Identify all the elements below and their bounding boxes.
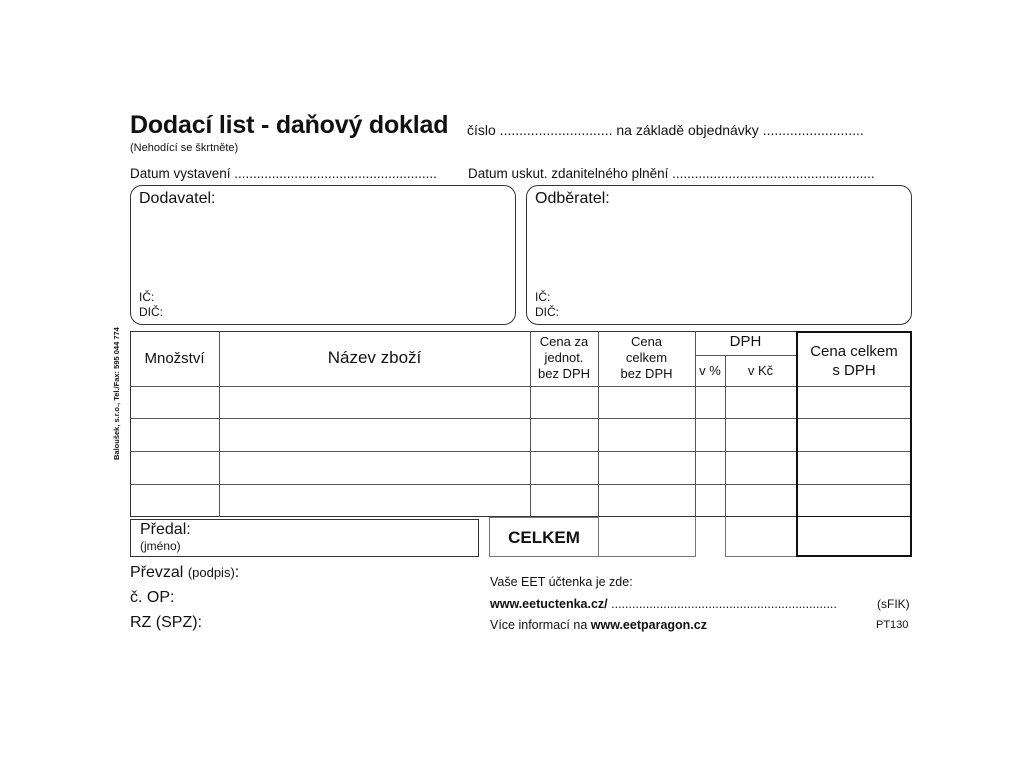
customer-box bbox=[526, 185, 912, 325]
table-col-line bbox=[695, 331, 696, 517]
plate-field: RZ (SPZ): bbox=[130, 614, 202, 631]
printer-imprint: Baloušek, s.r.o., Tel./Fax: 595 044 774 bbox=[112, 327, 121, 460]
table-row-line bbox=[130, 451, 912, 452]
document-title: Dodací list - daňový doklad bbox=[130, 111, 449, 139]
supplier-label: Dodavatel: bbox=[139, 190, 216, 207]
total-price-header: Cena celkem bez DPH bbox=[620, 334, 673, 381]
table-bottom-line bbox=[725, 556, 796, 557]
form-code: PT130 bbox=[876, 619, 909, 631]
table-col-line bbox=[725, 517, 726, 557]
table-bottom-line bbox=[598, 556, 695, 557]
customer-label: Odběratel: bbox=[535, 190, 610, 207]
eet-link-line bbox=[490, 597, 837, 611]
eet-intro: Vaše EET účtenka je zde: bbox=[490, 575, 633, 589]
table-col-line bbox=[725, 355, 726, 517]
received-field: Převzal (podpis): bbox=[130, 564, 240, 581]
handed-over-box bbox=[130, 519, 479, 557]
table-header-divider bbox=[130, 386, 912, 387]
total-label-cell: CELKEM bbox=[489, 517, 599, 557]
table-row-line bbox=[130, 484, 912, 485]
table-col-line bbox=[695, 517, 696, 557]
customer-dic-label: DIČ: bbox=[535, 305, 559, 319]
taxable-date-field: Datum uskut. zdanitelného plnění ...................................................... bbox=[468, 166, 875, 181]
unit-price-header: Cena za jednot. bez DPH bbox=[537, 334, 591, 381]
supplier-dic-label: DIČ: bbox=[139, 305, 163, 319]
supplier-box bbox=[130, 185, 516, 325]
vat-header: DPH bbox=[729, 333, 762, 350]
sfik-label: (sFIK) bbox=[877, 597, 910, 611]
eet-dots: ................................................................. bbox=[611, 597, 837, 611]
total-with-vat-header: Cena celkem s DPH bbox=[810, 343, 898, 379]
eet-url: www.eetuctenka.cz/ bbox=[490, 597, 608, 611]
strike-out-note: (Nehodící se škrtněte) bbox=[130, 142, 239, 154]
eet-more-info: Více informací na www.eetparagon.cz bbox=[490, 618, 707, 632]
vat-czk-header: v Kč bbox=[747, 363, 774, 378]
vat-header-divider bbox=[695, 355, 796, 356]
document-number-line: číslo ............................. na základě objednávky .......................... bbox=[467, 122, 864, 138]
handed-over-label: Předal: bbox=[140, 521, 191, 538]
customer-ic-label: IČ: bbox=[535, 290, 551, 304]
handed-over-name-hint: (jméno) bbox=[140, 539, 181, 553]
issue-date-field: Datum vystavení ...................................................... bbox=[130, 166, 437, 181]
item-name-header: Název zboží bbox=[327, 348, 422, 367]
id-card-field: č. OP: bbox=[130, 589, 175, 606]
total-column-divider bbox=[796, 516, 912, 517]
received-sign-hint: (podpis) bbox=[187, 565, 235, 580]
supplier-ic-label: IČ: bbox=[139, 290, 155, 304]
received-label: Převzal bbox=[130, 564, 184, 581]
vat-percent-header: v % bbox=[699, 363, 721, 378]
quantity-header: Množství bbox=[144, 350, 205, 367]
eet-more-url: www.eetparagon.cz bbox=[590, 618, 707, 632]
table-row-line bbox=[130, 418, 912, 419]
